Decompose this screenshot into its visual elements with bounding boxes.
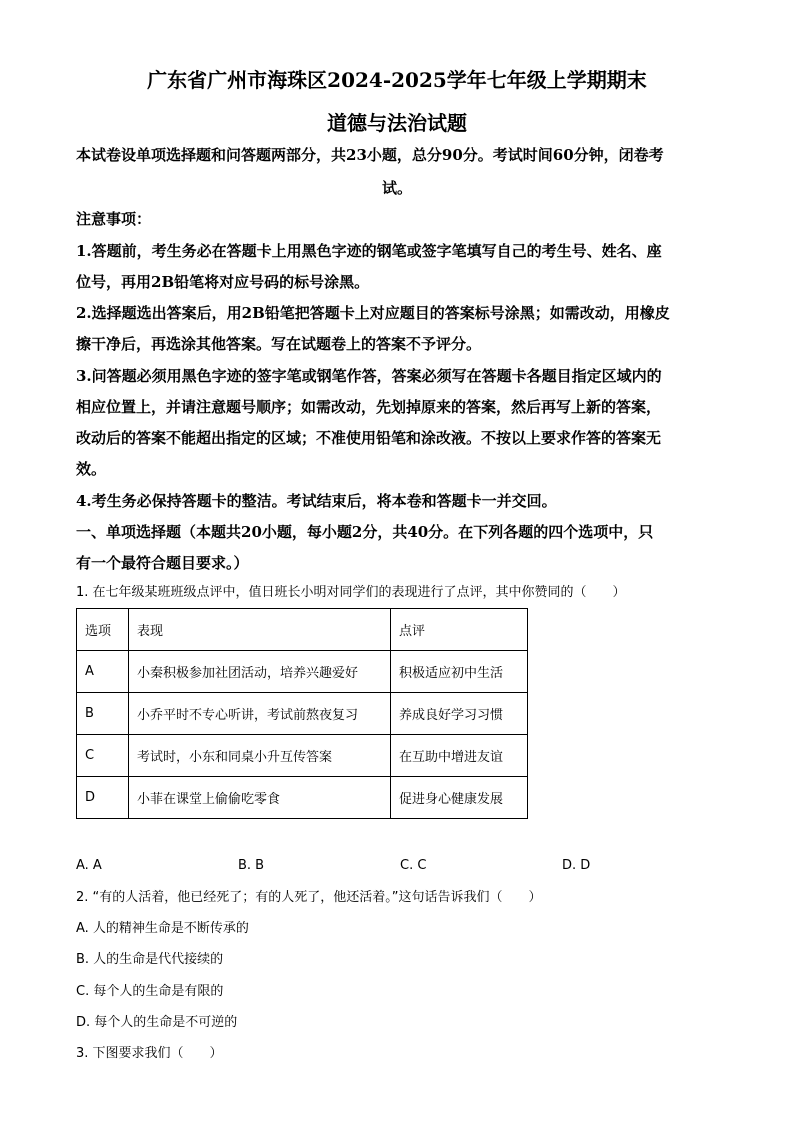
note-2: 2.选择题选出答案后，用2B铅笔把答题卡上对应题目的答案标号涂黑；如需改动，用橡皮 [76,304,670,322]
table-header-cell: 表现 [129,609,391,651]
table-row [77,693,528,735]
table-row [77,735,528,777]
question-3-stem: 3. 下图要求我们（ ） [76,1046,223,1061]
note-2-cont: 擦干净后，再选涂其他答案。写在试题卷上的答案不予评分。 [76,335,482,353]
table-cell: D [77,777,129,819]
exam-title: 广东省广州市海珠区2024-2025学年七年级上学期期末 [147,68,647,92]
intro-line-cont: 试。 [381,179,412,197]
table-row [77,651,528,693]
note-1-cont: 位号，再用2B铅笔将对应号码的标号涂黑。 [76,273,370,291]
table-cell: 促进身心健康发展 [391,777,528,819]
note-4: 4.考生务必保持答题卡的整洁。考试结束后，将本卷和答题卡一并交回。 [76,492,557,510]
question-1-option-b: B. B [238,858,265,873]
table-cell: 考试时，小东和同桌小升互传答案 [129,735,391,777]
notes-heading: 注意事项： [76,210,152,228]
table-cell: 小秦积极参加社团活动，培养兴趣爱好 [129,651,391,693]
intro-line: 本试卷设单项选择题和问答题两部分，共23小题，总分90分。考试时间60分钟，闭卷考 [76,146,664,164]
table-header-cell: 点评 [391,609,528,651]
question-1-option-a: A. A [76,858,102,873]
question-1-option-c: C. C [400,858,427,873]
table-cell: 在互助中增进友谊 [391,735,528,777]
table-header-row [77,609,528,651]
section-heading: 一、单项选择题（本题共20小题，每小题2分，共40分。在下列各题的四个选项中，只 [76,523,654,541]
question-2-option-c: C. 每个人的生命是有限的 [76,984,224,999]
table-cell: C [77,735,129,777]
note-3-cont: 效。 [76,460,107,478]
question-1-option-d: D. D [562,858,591,873]
exam-subject-title: 道德与法治试题 [327,111,467,135]
section-heading-cont: 有一个最符合题目要求。） [76,554,249,572]
question-2-stem: 2. “有的人活着，他已经死了；有的人死了，他还活着。”这句话告诉我们（ ） [76,890,542,905]
table-header-cell: 选项 [77,609,129,651]
note-3-cont: 相应位置上，并请注意题号顺序；如需改动，先划掉原来的答案，然后再写上新的答案， [76,398,662,416]
table-row [77,777,528,819]
question-2-option-a: A. 人的精神生命是不断传承的 [76,921,249,936]
question-2-option-d: D. 每个人的生命是不可逆的 [76,1015,238,1030]
question-1-stem: 1. 在七年级某班班级点评中，值日班长小明对同学们的表现进行了点评，其中你赞同的（ ） [76,585,626,600]
table-cell: B [77,693,129,735]
question-1-table [76,608,528,819]
table-cell: 小乔平时不专心听讲，考试前熬夜复习 [129,693,391,735]
note-1: 1.答题前，考生务必在答题卡上用黑色字迹的钢笔或签字笔填写自己的考生号、姓名、座 [76,242,662,260]
note-3: 3.问答题必须用黑色字迹的签字笔或钢笔作答，答案必须写在答题卡各题目指定区域内的 [76,367,662,385]
question-2-option-b: B. 人的生命是代代接续的 [76,952,224,967]
table-cell: 养成良好学习习惯 [391,693,528,735]
table-cell: 小菲在课堂上偷偷吃零食 [129,777,391,819]
table-cell: 积极适应初中生活 [391,651,528,693]
note-3-cont: 改动后的答案不能超出指定的区域；不准使用铅笔和涂改液。不按以上要求作答的答案无 [76,429,662,447]
table-cell: A [77,651,129,693]
